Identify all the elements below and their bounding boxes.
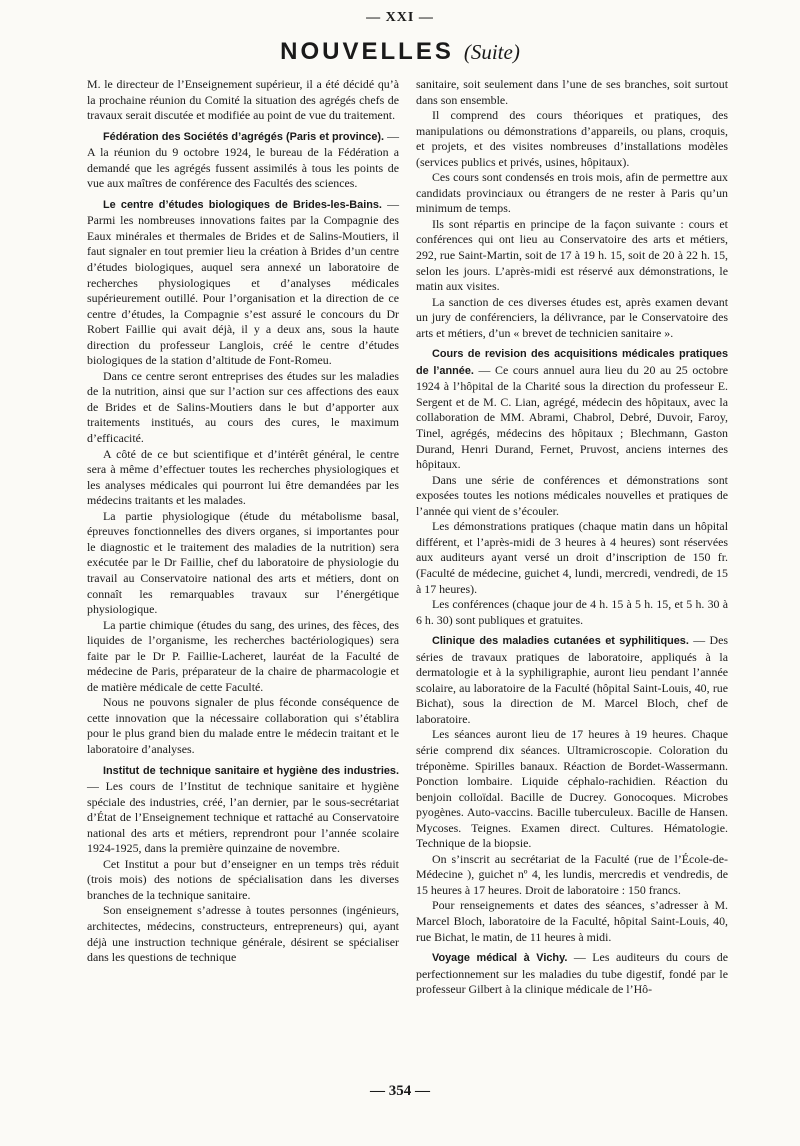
paragraph-text: La partie physiologique (étude du métabolisme basal, épreuves fonctionnelles des divers organes, si importantes pour le diagnostic et le traitement des maladies de la nutrition) sera exécutée par le Dr Faillie, chef du laboratoire de physiologie du travail au Conservatoire national des arts et métiers, dont on connaît les remarquables travaux sur l’énergétique physiologique. [87,508,399,617]
paragraph [416,108,728,170]
paragraph-text: Dans ce centre seront entreprises des études sur les maladies de la nutrition, ainsi que sur l’action sur ces affections des eaux de Brides et de Salins-Moutiers dans le but d’apporter aux traitements institués, au cours des cures, le maximum d’efficacité. [87,368,399,446]
paragraph-text: Dans une série de conférences et démonstrations sont exposées toutes les notions médicales nouvelles et pratiques de l’année qui vient de s’écouler. [416,472,728,518]
paragraph [416,295,728,342]
paragraph [416,77,728,108]
paragraph-text: sanitaire, soit seulement dans l’une de ses branches, soit surtout dans son ensemble. [416,77,728,107]
paragraph-heading: Voyage médical à Vichy. [432,952,568,965]
paragraph-text: Pour renseignements et dates des séances, s’adresser à M. Marcel Bloch, laboratoire de la Faculté, hôpital Saint-Louis, 40, rue Bichat, le matin, de 11 heures à midi. [416,898,728,944]
paragraph [87,369,399,447]
paragraph-heading: Clinique des maladies cutanées et syphilitiques. [432,635,689,648]
paragraph-text: — Ce cours annuel aura lieu du 20 au 25 octobre 1924 à l’hôpital de la Charité sous la direction du professeur E. Sergent et de M. C. Lian, agrégé, médecin des hôpitaux, avec la collaboration de MM. Abrami, Chabrol, Debré, Duvoir, Faroy, Tinel, agrégés, médecins des hôpitaux ; Blechmann, Gaston Durand, Henri Durand, Fernet, Pruvost, anciens internes des hôpitaux. [416,362,729,472]
paragraph-text: Cet Institut a pour but d’enseigner en un temps très réduit (trois mois) des notions de spécialisation dans les diverses branches de la technique sanitaire. [87,856,399,902]
section-title [0,38,800,66]
paragraph [416,170,728,217]
paragraph-text: Les séances auront lieu de 17 heures à 19 heures. Chaque série comprend dix séances. Ultramicroscopie. Coloration du tréponème. Spirilles banaux. Réaction de Bordet-Wassermann. Ponction lombaire. Liquide céphalo-rachidien. Réaction du benjoin colloïdal. Bacille de Ducrey. Gonocoques. Microbes pyogènes. Auto-vaccins. Bacille tuberculeux. Bacille de Hansen. Mycoses. Teignes. Examen direct. Cultures. Hématologie. Technique de la biopsie. [416,727,728,851]
paragraph [87,77,399,124]
paragraph [416,633,728,727]
paragraph-heading: Cours de revision des acquisitions médicales pratiques de l’année. [416,348,728,377]
paragraph [87,447,399,509]
paragraph-text: Ils sont répartis en principe de la façon suivante : cours et conférences qui ont lieu au Conservatoire des arts et métiers, 292, rue Saint-Martin, soit de 17 à 19 h. 15, soit de 20 à 22 h. 15, selon les jours. L’après-midi est réservé aux démonstrations, le matin aux visites. [416,216,728,294]
paragraph [87,857,399,904]
paragraph-text: Ces cours sont condensés en trois mois, afin de permettre aux candidats provinciaux ou étrangers de ne rester à Paris qu’un minimum de temps. [416,170,728,216]
paragraph-text: On s’inscrit au secrétariat de la Faculté (rue de l’École-de-Médecine ), guichet nº 4, les lundis, mercredis et vendredis, de 15 heures à 17 heures. Droit de laboratoire : 150 francs. [416,851,728,897]
page-number: — 354 — [370,1083,430,1099]
paragraph [87,509,399,618]
paragraph-text: Son enseignement s’adresse à toutes personnes (ingénieurs, architectes, médecins, constructeurs, entrepreneurs) qui, ayant déjà une instruction technique générale, désirent se spécialiser dans les questions de technique [87,903,399,965]
paragraph [416,473,728,520]
paragraph-text: Il comprend des cours théoriques et pratiques, des manipulations ou démonstrations d’appareils, ou plans, croquis, et projets, et des visites nombreuses d’installations modèles (services publics et privés, usines, hôpitaux). [416,108,728,169]
left-column [87,77,399,966]
paragraph-text: — A la réunion du 9 octobre 1924, le bureau de la Fédération a demandé que les agrégés fussent assimilés à tous les points de vue aux maîtres de conférence des Facultés des sciences. [87,128,399,191]
paragraph [416,217,728,295]
paragraph-heading: Fédération des Sociétés d’agrégés (Paris et province). [103,130,385,143]
paragraph-text: Les démonstrations pratiques (chaque matin dans un hôpital différent, et l’après-midi de 3 heures à 4 heures) sont réservées aux auditeurs ayant versé un droit d’inscription de 150 fr. (Faculté de médecine, guichet 4, lundi, mercredi, vendredi, de 15 à 17 heures). [416,519,728,596]
paragraph [416,950,728,998]
paragraph-text: La partie chimique (études du sang, des urines, des fèces, des liquides de l’organisme, les recherches bactériologiques) sera faite par le Dr P. Faillie-Lacheret, lauréat de la Faculté de médecine de Paris, préparateur de la chaire de pharmacologie et de matière médicale de cette Faculté. [87,617,399,694]
paragraph-text: A côté de ce but scientifique et d’intérêt général, le centre sera à même d’effectuer toutes les recherches physiologiques et les analyses médicales qui pourront lui être demandées par les médecins traitants et les malades. [87,446,399,508]
paragraph-text: Les conférences (chaque jour de 4 h. 15 à 5 h. 15, et 5 h. 30 à 6 h. 30) sont publiques et gratuites. [416,597,728,627]
paragraph [416,727,728,851]
paragraph [87,197,399,369]
paragraph-text: — Les cours de l’Institut de technique sanitaire et hygiène spéciale des industries, créé, l’an dernier, par le sous-secrétariat d’État de l’Enseignement technique et rattaché au Conservatoire national des arts et métiers, reprendront pour l’année scolaire 1924-1925, dans la première quinzaine de novembre. [87,779,399,856]
paragraph [87,618,399,696]
paragraph-heading: Institut de technique sanitaire et hygiène des industries. [103,764,399,777]
paragraph [87,129,399,192]
paragraph-heading: Le centre d’études biologiques de Brides-les-Bains. [103,198,382,211]
paragraph [87,903,399,965]
paragraph [416,898,728,945]
title-suite: (Suite) [463,40,520,64]
paragraph-text: M. le directeur de l’Enseignement supérieur, il a été décidé qu’à la prochaine réunion du Comité la situation des agrégés chefs de travaux serait discutée et modifiée au point de vue du traitement. [87,77,399,123]
paragraph-text: Nous ne pouvons signaler de plus féconde conséquence de cette innovation que la nécessaire collaboration qui s’établira pour le plus grand bien du malade entre le médecin traitant et le laboratoire d’analyses. [87,695,399,756]
title-main: NOUVELLES [280,38,454,65]
right-column [416,77,728,998]
paragraph-text: — Des séries de travaux pratiques de laboratoire, appliqués à la dermatologie et à la syphiligraphie, auront lieu pendant l’année scolaire, au laboratoire de la Faculté (hôpital Saint-Louis, 40, rue Bichat), sous la direction de M. Marcel Bloch, chef de laboratoire. [416,633,728,726]
paragraph-text: La sanction de ces diverses études est, après examen devant un jury de conférenciers, la délivrance, par le Conservatoire des arts et métiers, d’un « brevet de technicien sanitaire ». [416,294,728,340]
paragraph [87,763,399,857]
paragraph [416,852,728,899]
paragraph [416,346,728,472]
paragraph-text: — Les auditeurs du cours de perfectionnement sur les maladies du tube digestif, fondé par le professeur Gilbert à la clinique médicale de l’Hô- [416,950,729,997]
paragraph [87,695,399,757]
paragraph [416,597,728,628]
paragraph [416,519,728,597]
paragraph-text: — Parmi les nombreuses innovations faites par la Compagnie des Eaux minérales et thermales de Brides et de Salins-Moutiers, il faut signaler en tout premier lieu la création à Brides d’un centre d’études biologiques, auquel sera annexé un laboratoire de recherches physiologiques et d’analyses médicales supérieurement outillé. Pour l’organisation et la direction de ce centre d’études, la Compagnie s’est assuré le concours du Dr Robert Faillie qui avait déjà, il y a deux ans, sous la haute direction du professeur Langlois, créé le centre d’études biologiques de la station d’altitude de Font-Romeu. [87,196,399,368]
page-roman-numeral [0,8,800,26]
roman-numeral: — XXI — [366,10,434,25]
